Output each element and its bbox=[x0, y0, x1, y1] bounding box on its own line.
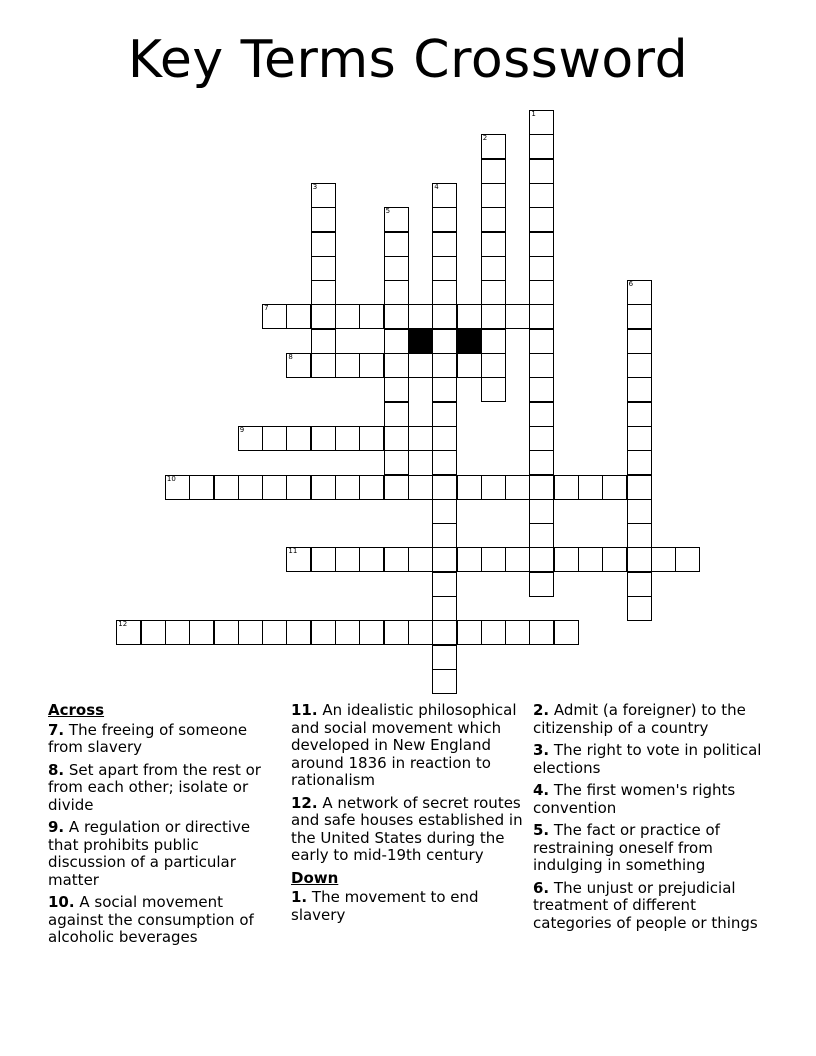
clues-column-3 bbox=[533, 702, 765, 937]
grid-cell[interactable] bbox=[286, 353, 311, 378]
grid-cell[interactable] bbox=[408, 475, 433, 500]
grid-cell[interactable] bbox=[627, 329, 652, 354]
grid-cell[interactable] bbox=[578, 547, 603, 572]
clue-down-4: 4. The first women's rights convention bbox=[533, 781, 736, 817]
grid-cell[interactable] bbox=[432, 353, 457, 378]
grid-cell[interactable] bbox=[481, 377, 506, 402]
across-heading: Across bbox=[48, 701, 105, 719]
clues-column-2 bbox=[291, 702, 523, 929]
grid-cell[interactable] bbox=[529, 547, 554, 572]
cell-number: 9 bbox=[239, 425, 245, 434]
grid-cell[interactable] bbox=[432, 475, 457, 500]
crossword-title: Key Terms Crossword bbox=[127, 30, 689, 90]
grid-cell[interactable] bbox=[432, 377, 457, 402]
grid-cell[interactable] bbox=[432, 232, 457, 257]
grid-cell[interactable] bbox=[384, 402, 409, 427]
grid-cell[interactable] bbox=[675, 547, 700, 572]
block-cell bbox=[457, 329, 482, 354]
grid-cell[interactable] bbox=[627, 402, 652, 427]
grid-cell[interactable] bbox=[529, 232, 554, 257]
grid-cell[interactable] bbox=[432, 207, 457, 232]
cell-number: 2 bbox=[482, 134, 488, 143]
grid-cell[interactable] bbox=[529, 402, 554, 427]
grid-cell[interactable] bbox=[505, 547, 530, 572]
grid-cell[interactable] bbox=[457, 547, 482, 572]
grid-cell[interactable] bbox=[214, 475, 239, 500]
grid-cell[interactable] bbox=[311, 620, 336, 645]
down-heading: Down bbox=[291, 868, 339, 887]
grid-cell[interactable] bbox=[311, 353, 336, 378]
clue-across-9: 9. A regulation or directive that prohibits public discussion of a particular matter bbox=[48, 818, 251, 889]
grid-cell[interactable] bbox=[238, 620, 263, 645]
grid-cell[interactable] bbox=[432, 450, 457, 475]
grid-cell[interactable] bbox=[529, 353, 554, 378]
grid-cell[interactable] bbox=[481, 256, 506, 281]
cell-number: 3 bbox=[312, 182, 318, 191]
grid-cell[interactable] bbox=[359, 304, 384, 329]
grid-cell[interactable] bbox=[529, 499, 554, 524]
grid-cell[interactable] bbox=[408, 426, 433, 451]
grid-cell[interactable] bbox=[311, 547, 336, 572]
grid-cell[interactable] bbox=[529, 207, 554, 232]
grid-cell[interactable] bbox=[359, 620, 384, 645]
grid-cell[interactable] bbox=[286, 475, 311, 500]
cell-number: 1 bbox=[531, 110, 536, 118]
clue-down-1: 1. The movement to end slavery bbox=[291, 888, 479, 924]
grid-cell[interactable] bbox=[529, 426, 554, 451]
grid-cell[interactable] bbox=[311, 329, 336, 354]
grid-cell[interactable] bbox=[529, 110, 554, 135]
grid-cell[interactable] bbox=[311, 183, 336, 208]
grid-cell[interactable] bbox=[627, 475, 652, 500]
grid-cell[interactable] bbox=[286, 620, 311, 645]
grid-cell[interactable] bbox=[432, 304, 457, 329]
grid-cell[interactable] bbox=[311, 256, 336, 281]
grid-cell[interactable] bbox=[165, 475, 190, 500]
grid-cell[interactable] bbox=[627, 377, 652, 402]
grid-cell[interactable] bbox=[384, 620, 409, 645]
grid-cell[interactable] bbox=[384, 547, 409, 572]
grid-cell[interactable] bbox=[408, 353, 433, 378]
grid-cell[interactable] bbox=[627, 353, 652, 378]
cell-number: 11 bbox=[288, 547, 298, 556]
grid-cell[interactable] bbox=[262, 426, 287, 451]
grid-cell[interactable] bbox=[432, 645, 457, 670]
grid-cell[interactable] bbox=[359, 426, 384, 451]
clue-across-7: 7. The freeing of someone from slavery bbox=[48, 720, 248, 756]
grid-cell[interactable] bbox=[529, 377, 554, 402]
grid-cell[interactable] bbox=[432, 426, 457, 451]
grid-cell[interactable] bbox=[359, 353, 384, 378]
grid-cell[interactable] bbox=[384, 426, 409, 451]
grid-cell[interactable] bbox=[602, 547, 627, 572]
grid-cell[interactable] bbox=[335, 620, 360, 645]
grid-cell[interactable] bbox=[554, 475, 579, 500]
grid-cell[interactable] bbox=[432, 499, 457, 524]
grid-cell[interactable] bbox=[457, 475, 482, 500]
clue-across-12: 12. A network of secret routes and safe houses established in the United States during the early to mid-19th century bbox=[291, 793, 523, 864]
clue-down-6: 6. The unjust or prejudicial treatment of different categories of people or things bbox=[533, 878, 758, 932]
cell-number: 10 bbox=[166, 474, 176, 483]
grid-cell[interactable] bbox=[529, 134, 554, 159]
grid-cell[interactable] bbox=[651, 547, 676, 572]
grid-cell[interactable] bbox=[432, 596, 457, 621]
grid-cell[interactable] bbox=[335, 353, 360, 378]
grid-cell[interactable] bbox=[311, 232, 336, 257]
grid-cell[interactable] bbox=[311, 207, 336, 232]
grid-cell[interactable] bbox=[627, 499, 652, 524]
clue-down-5: 5. The fact or practice of restraining oneself from indulging in something bbox=[533, 821, 720, 874]
grid-cell[interactable] bbox=[335, 304, 360, 329]
cell-number: 7 bbox=[264, 304, 269, 313]
clues-column-1 bbox=[48, 702, 280, 952]
cell-number: 4 bbox=[434, 182, 439, 191]
grid-cell[interactable] bbox=[627, 547, 652, 572]
grid-cell[interactable] bbox=[311, 475, 336, 500]
grid-cell[interactable] bbox=[384, 353, 409, 378]
grid-cell[interactable] bbox=[432, 402, 457, 427]
grid-cell[interactable] bbox=[214, 620, 239, 645]
grid-cell[interactable] bbox=[481, 304, 506, 329]
grid-cell[interactable] bbox=[384, 232, 409, 257]
cell-number: 8 bbox=[288, 353, 293, 361]
grid-cell[interactable] bbox=[481, 183, 506, 208]
grid-cell[interactable] bbox=[602, 475, 627, 500]
grid-cell[interactable] bbox=[457, 304, 482, 329]
grid-cell[interactable] bbox=[529, 450, 554, 475]
clue-down-2: 2. Admit (a foreigner) to the citizenship of a country bbox=[533, 701, 746, 737]
grid-cell[interactable] bbox=[529, 329, 554, 354]
grid-cell[interactable] bbox=[432, 572, 457, 597]
grid-cell[interactable] bbox=[627, 523, 652, 548]
grid-cell[interactable] bbox=[408, 620, 433, 645]
grid-cell[interactable] bbox=[384, 475, 409, 500]
grid-cell[interactable] bbox=[262, 304, 287, 329]
grid-cell[interactable] bbox=[529, 523, 554, 548]
grid-cell[interactable] bbox=[554, 620, 579, 645]
grid-cell[interactable] bbox=[481, 620, 506, 645]
grid-cell[interactable] bbox=[432, 669, 457, 694]
grid-cell[interactable] bbox=[286, 426, 311, 451]
grid-cell[interactable] bbox=[384, 450, 409, 475]
grid-cell[interactable] bbox=[627, 426, 652, 451]
grid-cell[interactable] bbox=[189, 475, 214, 500]
grid-cell[interactable] bbox=[627, 572, 652, 597]
grid-cell[interactable] bbox=[432, 183, 457, 208]
grid-cell[interactable] bbox=[529, 280, 554, 305]
clue-across-11: 11. An idealistic philosophical and social movement which developed in New England around 1836 in reaction to rationalism bbox=[291, 701, 517, 789]
grid-cell[interactable] bbox=[481, 475, 506, 500]
grid-cell[interactable] bbox=[481, 547, 506, 572]
grid-cell[interactable] bbox=[529, 572, 554, 597]
grid-cell[interactable] bbox=[432, 280, 457, 305]
grid-cell[interactable] bbox=[529, 475, 554, 500]
grid-cell[interactable] bbox=[384, 304, 409, 329]
grid-cell[interactable] bbox=[335, 426, 360, 451]
grid-cell[interactable] bbox=[529, 256, 554, 281]
grid-cell[interactable] bbox=[311, 426, 336, 451]
grid-cell[interactable] bbox=[262, 620, 287, 645]
grid-cell[interactable] bbox=[286, 547, 311, 572]
grid-cell[interactable] bbox=[481, 329, 506, 354]
grid-cell[interactable] bbox=[311, 280, 336, 305]
clue-down-3: 3. The right to vote in political elections bbox=[533, 741, 762, 777]
grid-cell[interactable] bbox=[627, 450, 652, 475]
grid-cell[interactable] bbox=[408, 547, 433, 572]
grid-cell[interactable] bbox=[238, 475, 263, 500]
grid-cell[interactable] bbox=[529, 620, 554, 645]
grid-cell[interactable] bbox=[505, 620, 530, 645]
grid-cell[interactable] bbox=[286, 304, 311, 329]
grid-cell[interactable] bbox=[529, 304, 554, 329]
grid-cell[interactable] bbox=[432, 620, 457, 645]
grid-cell[interactable] bbox=[384, 377, 409, 402]
grid-cell[interactable] bbox=[578, 475, 603, 500]
grid-cell[interactable] bbox=[335, 475, 360, 500]
grid-cell[interactable] bbox=[432, 256, 457, 281]
grid-cell[interactable] bbox=[384, 256, 409, 281]
grid-cell[interactable] bbox=[481, 353, 506, 378]
grid-cell[interactable] bbox=[505, 304, 530, 329]
grid-cell[interactable] bbox=[359, 547, 384, 572]
grid-cell[interactable] bbox=[384, 280, 409, 305]
grid-cell[interactable] bbox=[335, 547, 360, 572]
grid-cell[interactable] bbox=[384, 207, 409, 232]
grid-cell[interactable] bbox=[505, 475, 530, 500]
grid-cell[interactable] bbox=[432, 329, 457, 354]
grid-cell[interactable] bbox=[481, 159, 506, 184]
grid-cell[interactable] bbox=[141, 620, 166, 645]
grid-cell[interactable] bbox=[457, 620, 482, 645]
clue-across-10: 10. A social movement against the consumption of alcoholic beverages bbox=[48, 893, 254, 946]
grid-cell[interactable] bbox=[116, 620, 141, 645]
cell-number: 12 bbox=[118, 620, 128, 629]
grid-cell[interactable] bbox=[627, 304, 652, 329]
grid-cell[interactable] bbox=[262, 475, 287, 500]
grid-cell[interactable] bbox=[481, 280, 506, 305]
grid-cell[interactable] bbox=[408, 304, 433, 329]
grid-cell[interactable] bbox=[432, 547, 457, 572]
grid-cell[interactable] bbox=[238, 426, 263, 451]
grid-cell[interactable] bbox=[529, 183, 554, 208]
grid-cell[interactable] bbox=[432, 523, 457, 548]
cell-number: 6 bbox=[628, 280, 634, 289]
grid-cell[interactable] bbox=[189, 620, 214, 645]
grid-cell[interactable] bbox=[384, 329, 409, 354]
clue-across-8: 8. Set apart from the rest or from each other; isolate or divide bbox=[48, 760, 261, 814]
grid-cell[interactable] bbox=[481, 134, 506, 159]
grid-cell[interactable] bbox=[627, 596, 652, 621]
grid-cell[interactable] bbox=[627, 280, 652, 305]
block-cell bbox=[408, 329, 433, 354]
grid-cell[interactable] bbox=[311, 304, 336, 329]
grid-cell[interactable] bbox=[481, 207, 506, 232]
grid-cell[interactable] bbox=[165, 620, 190, 645]
grid-cell[interactable] bbox=[554, 547, 579, 572]
grid-cell[interactable] bbox=[529, 159, 554, 184]
grid-cell[interactable] bbox=[359, 475, 384, 500]
grid-cell[interactable] bbox=[457, 353, 482, 378]
grid-cell[interactable] bbox=[481, 232, 506, 257]
cell-number: 5 bbox=[385, 207, 391, 216]
